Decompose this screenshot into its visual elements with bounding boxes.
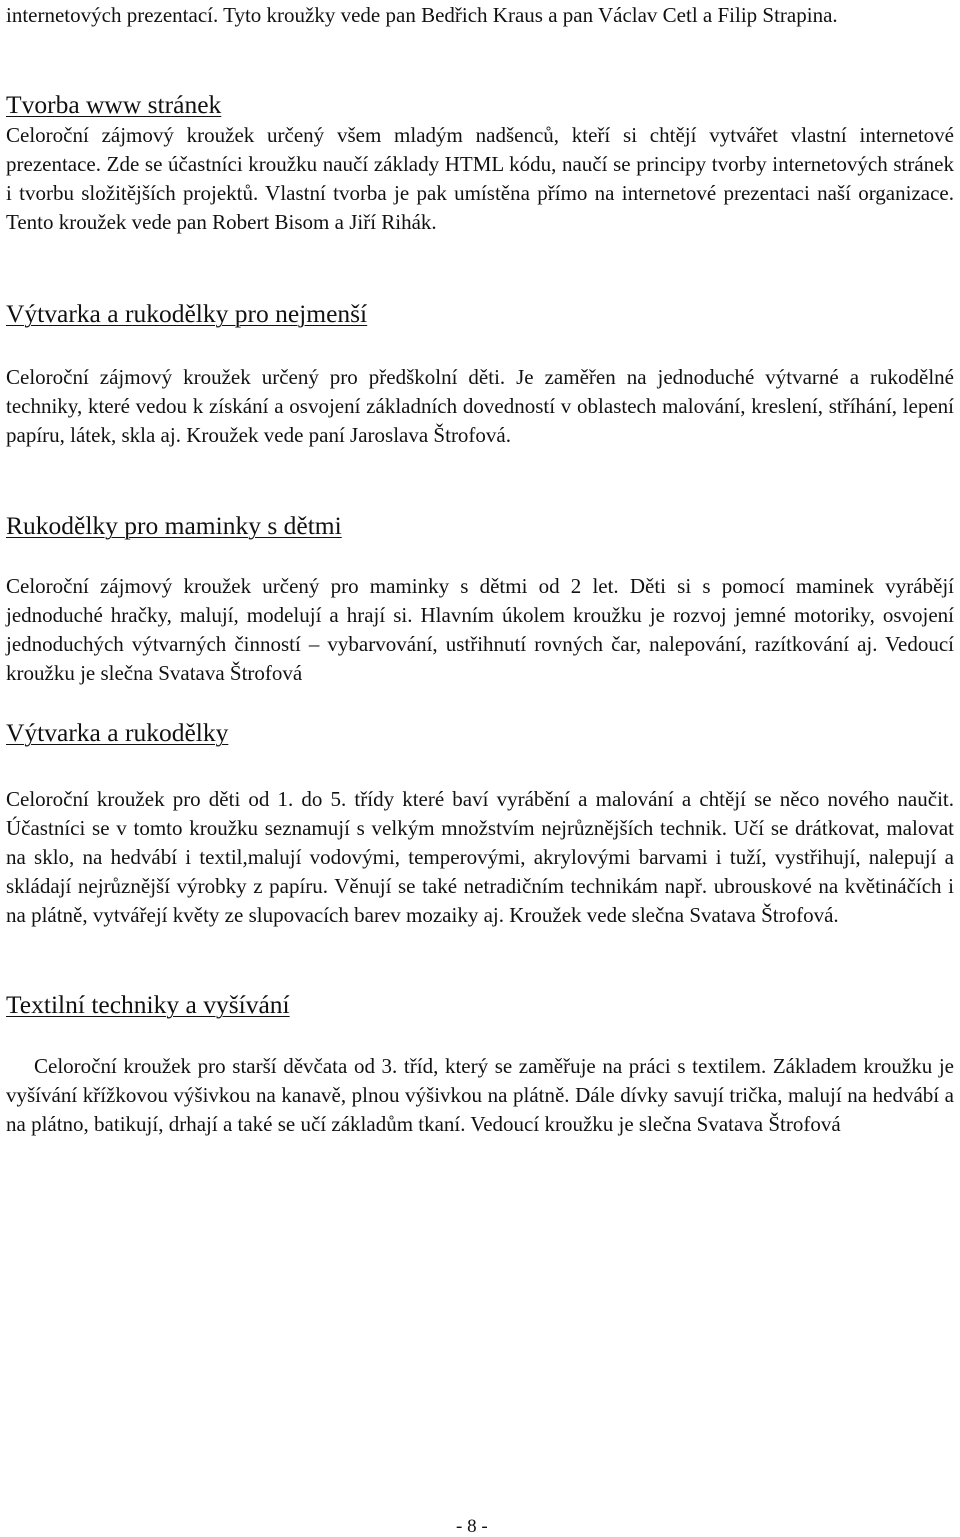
intro-paragraph: internetových prezentací. Tyto kroužky vede pan Bedřich Kraus a pan Václav Cetl a Filip Strapina. (6, 3, 838, 27)
document-page (6, 0, 954, 1537)
section-body-art-crafts: Celoroční kroužek pro děti od 1. do 5. třídy které baví vyrábění a malování a chtějí se něco nového naučit. Účastníci se v tomto kroužku seznamují s velkým množstvím nejrůznějších technik. Učí se drátkovat, malovat na sklo, na hedvábí i textil,malují vodovými, temperovými, akrylovými barvami i tuží, vystřihují, nalepují a skládají nejrůznější výrobky z papíru. Věnují se také netradičním technikám např. ubrouskové na květináčích i na plátně, vytvářejí květy ze slupovacích barev mozaiky aj. Kroužek vede slečna Svatava Štrofová. (6, 787, 954, 927)
section-body-textile: Celoroční kroužek pro starší děvčata od 3. tříd, který se zaměřuje na práci s textilem. Základem kroužku je vyšívání křížkovou výšivkou na kanavě, plnou výšivkou na plátně. Dále dívky savují trička, malují na hedvábí a na plátno, batikují, drhají a také se učí základům tkaní. Vedoucí kroužku je slečna Svatava Štrofová (6, 1054, 954, 1136)
section-heading-web: Tvorba www stránek (6, 90, 222, 119)
section-heading-textile: Textilní techniky a vyšívání (6, 990, 290, 1019)
section-body-web: Celoroční zájmový kroužek určený všem mladým nadšenců, kteří si chtějí vytvářet vlastní internetové prezentace. Zde se účastníci kroužku naučí základy HTML kódu, naučí se principy tvorby internetových stránek i tvorbu složitějších projektů. Vlastní tvorba je pak umístěna přímo na internetové prezentaci naší organizace. Tento kroužek vede pan Robert Bisom a Jiří Rihák. (6, 123, 954, 234)
page-number: - 8 - (456, 1516, 488, 1537)
section-heading-crafts-mothers: Rukodělky pro maminky s dětmi (6, 511, 342, 540)
section-heading-art-youngest: Výtvarka a rukodělky pro nejmenší (6, 299, 368, 328)
section-body-art-youngest: Celoroční zájmový kroužek určený pro předškolní děti. Je zaměřen na jednoduché výtvarné a rukodělné techniky, které vedou k získání a osvojení základních dovedností v oblastech malování, kreslení, stříhání, lepení papíru, látek, skla aj. Kroužek vede paní Jaroslava Štrofová. (6, 365, 954, 447)
section-body-crafts-mothers: Celoroční zájmový kroužek určený pro maminky s dětmi od 2 let. Děti si s pomocí maminek vyrábějí jednoduché hračky, malují, modelují a hrají si. Hlavním úkolem kroužku je rozvoj jemné motoriky, osvojení jednoduchých výtvarných činností – vybarvování, ustřihnutí rovných čar, nalepování, razítkování aj. Vedoucí kroužku je slečna Svatava Štrofová (6, 574, 954, 685)
section-heading-art-crafts: Výtvarka a rukodělky (6, 718, 229, 747)
